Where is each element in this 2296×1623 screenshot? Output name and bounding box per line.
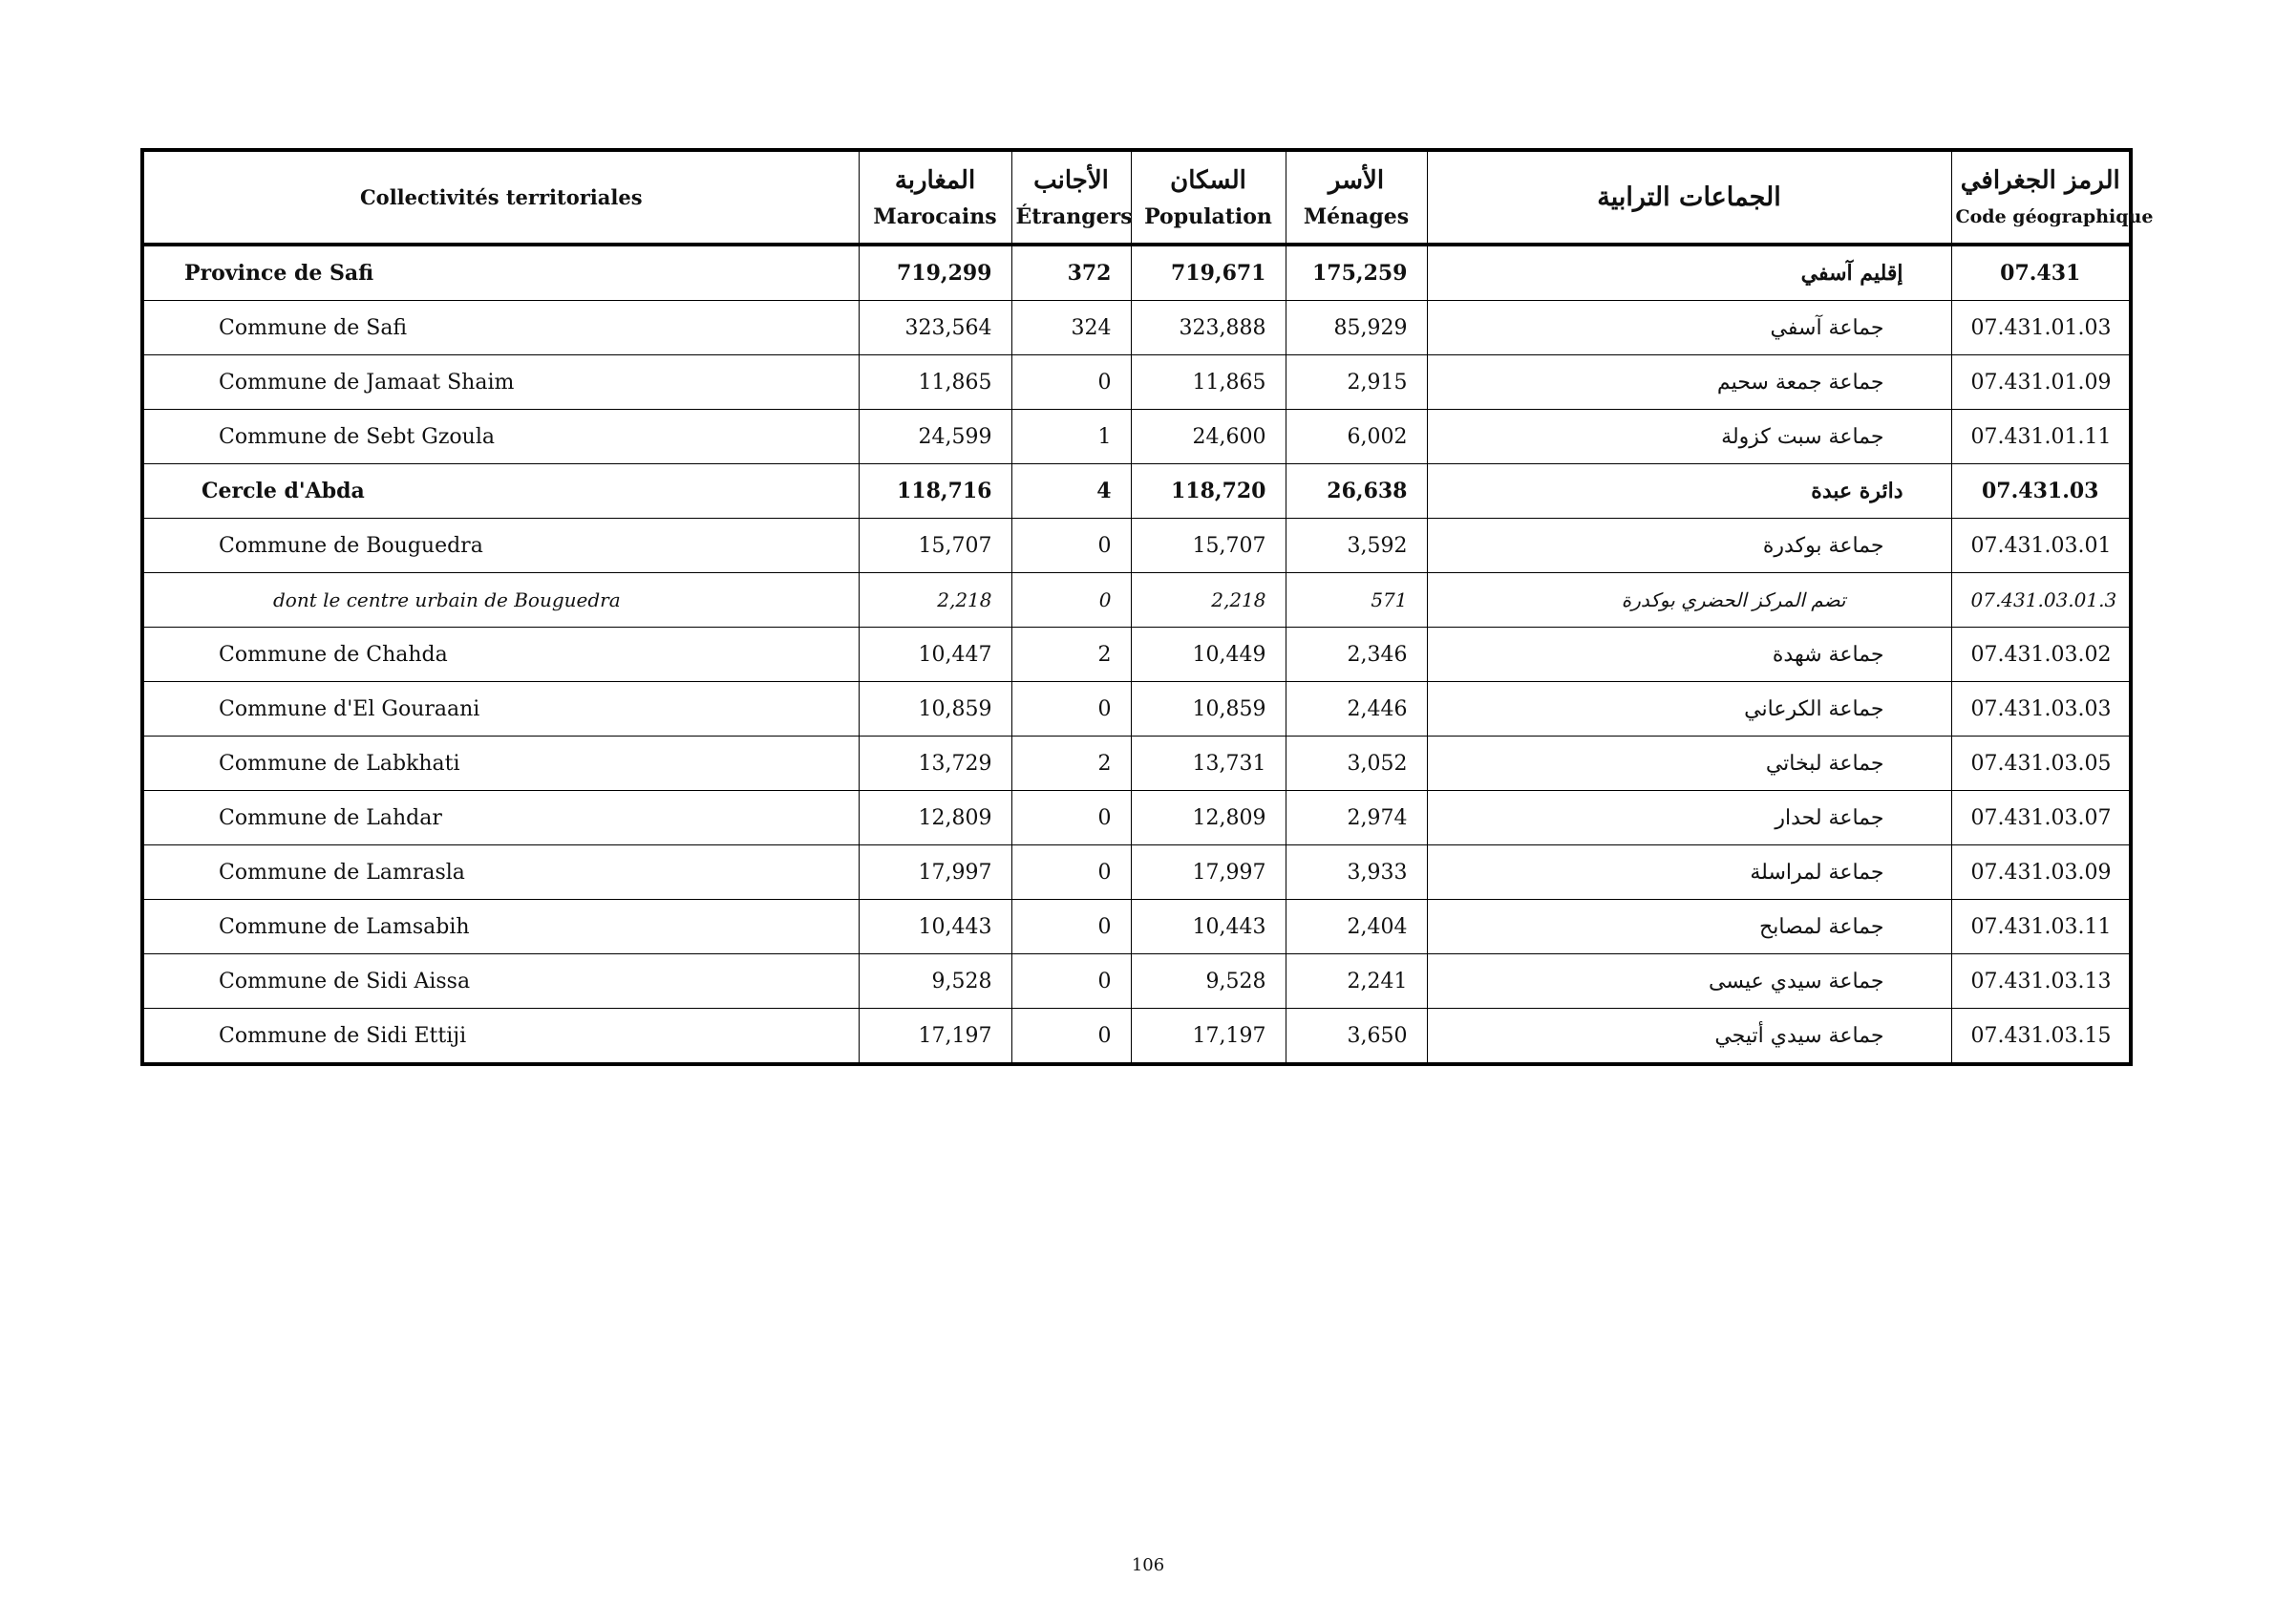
cell-marocains: 10,447 (859, 628, 1011, 682)
cell-name: Commune de Labkhati (142, 737, 859, 791)
cell-marocains: 10,859 (859, 682, 1011, 737)
cell-name-ar: جماعة سبت كزولة (1427, 410, 1951, 464)
table-row (142, 900, 2131, 954)
cell-name-ar: جماعة لبخاتي (1427, 737, 1951, 791)
table-row (142, 954, 2131, 1009)
cell-name: Commune de Bouguedra (142, 519, 859, 573)
cell-etrangers: 0 (1011, 900, 1131, 954)
cell-population: 11,865 (1131, 355, 1286, 410)
cell-etrangers: 0 (1011, 355, 1131, 410)
cell-name: Commune de Lamsabih (142, 900, 859, 954)
table-row (142, 628, 2131, 682)
cell-etrangers: 0 (1011, 954, 1131, 1009)
cell-menages: 2,404 (1286, 900, 1427, 954)
cell-menages: 3,933 (1286, 845, 1427, 900)
cell-code: 07.431.03.01 (1951, 519, 2131, 573)
table-row (142, 519, 2131, 573)
cell-name: Commune de Sidi Ettiji (142, 1009, 859, 1065)
cell-etrangers: 4 (1011, 464, 1131, 519)
cell-menages: 85,929 (1286, 301, 1427, 355)
cell-menages: 3,052 (1286, 737, 1427, 791)
cell-name-ar: جماعة سيدي عيسى (1427, 954, 1951, 1009)
cell-name: Commune d'El Gouraani (142, 682, 859, 737)
table-row (142, 1009, 2131, 1065)
cell-population: 24,600 (1131, 410, 1286, 464)
cell-name-ar: جماعة جمعة سحيم (1427, 355, 1951, 410)
cell-code: 07.431.03.11 (1951, 900, 2131, 954)
cell-marocains: 118,716 (859, 464, 1011, 519)
cell-menages: 2,446 (1286, 682, 1427, 737)
cell-menages: 3,592 (1286, 519, 1427, 573)
census-table (140, 148, 2154, 1066)
cell-marocains: 12,809 (859, 791, 1011, 845)
cell-name: Commune de Chahda (142, 628, 859, 682)
cell-etrangers: 2 (1011, 737, 1131, 791)
cell-marocains: 13,729 (859, 737, 1011, 791)
cell-name-ar: جماعة لمراسلة (1427, 845, 1951, 900)
header-code-fr: Code géographique (1955, 205, 2154, 227)
table-row (142, 355, 2131, 410)
cell-menages: 3,650 (1286, 1009, 1427, 1065)
header-code-ar: الرمز الجغرافي (1960, 165, 2120, 195)
cell-code: 07.431.03.01.3 (1951, 573, 2131, 628)
cell-marocains: 17,197 (859, 1009, 1011, 1065)
header-etrangers (1011, 150, 1131, 245)
cell-menages: 6,002 (1286, 410, 1427, 464)
cell-code: 07.431 (1951, 245, 2131, 301)
cell-code: 07.431.03.15 (1951, 1009, 2131, 1065)
cell-etrangers: 1 (1011, 410, 1131, 464)
cell-population: 10,449 (1131, 628, 1286, 682)
table-body (142, 245, 2131, 1064)
table-row (142, 737, 2131, 791)
cell-population: 323,888 (1131, 301, 1286, 355)
cell-population: 719,671 (1131, 245, 1286, 301)
cell-marocains: 17,997 (859, 845, 1011, 900)
cell-etrangers: 0 (1011, 845, 1131, 900)
table-row (142, 791, 2131, 845)
cell-code: 07.431.03.05 (1951, 737, 2131, 791)
table-header (142, 150, 2154, 245)
cell-marocains: 24,599 (859, 410, 1011, 464)
cell-name: Commune de Jamaat Shaim (142, 355, 859, 410)
cell-menages: 2,974 (1286, 791, 1427, 845)
cell-menages: 2,346 (1286, 628, 1427, 682)
cell-population: 10,859 (1131, 682, 1286, 737)
cell-name-ar: جماعة شهدة (1427, 628, 1951, 682)
cell-name: Province de Safi (142, 245, 859, 301)
cell-marocains: 10,443 (859, 900, 1011, 954)
table-row (142, 464, 2131, 519)
cell-menages: 571 (1286, 573, 1427, 628)
header-collectivites-ar: الجماعات الترابية (1427, 150, 1951, 245)
table-row (142, 682, 2131, 737)
cell-name-ar: إقليم آسفي (1427, 245, 1951, 301)
cell-etrangers: 0 (1011, 791, 1131, 845)
cell-name-ar: جماعة الكرعاني (1427, 682, 1951, 737)
cell-population: 118,720 (1131, 464, 1286, 519)
header-marocains-ar: المغاربة (894, 165, 976, 195)
table-row (142, 301, 2131, 355)
cell-code: 07.431.03.07 (1951, 791, 2131, 845)
page-number: 106 (1131, 1555, 1165, 1575)
cell-etrangers: 372 (1011, 245, 1131, 301)
cell-population: 13,731 (1131, 737, 1286, 791)
cell-marocains: 11,865 (859, 355, 1011, 410)
cell-menages: 2,915 (1286, 355, 1427, 410)
cell-name-ar: دائرة عبدة (1427, 464, 1951, 519)
header-marocains (859, 150, 1011, 245)
cell-population: 10,443 (1131, 900, 1286, 954)
cell-menages: 175,259 (1286, 245, 1427, 301)
cell-name: Commune de Safi (142, 301, 859, 355)
header-marocains-fr: Marocains (873, 203, 997, 229)
cell-code: 07.431.01.03 (1951, 301, 2131, 355)
cell-name: Commune de Sidi Aissa (142, 954, 859, 1009)
cell-name: dont le centre urbain de Bouguedra (142, 573, 859, 628)
cell-name-ar: تضم المركز الحضري بوكدرة (1427, 573, 1951, 628)
cell-code: 07.431.01.09 (1951, 355, 2131, 410)
cell-name-ar: جماعة بوكدرة (1427, 519, 1951, 573)
cell-name: Commune de Sebt Gzoula (142, 410, 859, 464)
cell-population: 15,707 (1131, 519, 1286, 573)
header-population (1131, 150, 1286, 245)
header-population-ar: السكان (1170, 165, 1246, 195)
table-row (142, 245, 2131, 301)
table-row (142, 845, 2131, 900)
cell-population: 12,809 (1131, 791, 1286, 845)
cell-marocains: 323,564 (859, 301, 1011, 355)
cell-menages: 26,638 (1286, 464, 1427, 519)
cell-name-ar: جماعة آسفي (1427, 301, 1951, 355)
cell-marocains: 2,218 (859, 573, 1011, 628)
cell-etrangers: 0 (1011, 682, 1131, 737)
cell-population: 9,528 (1131, 954, 1286, 1009)
cell-name: Cercle d'Abda (142, 464, 859, 519)
cell-marocains: 15,707 (859, 519, 1011, 573)
cell-name: Commune de Lahdar (142, 791, 859, 845)
cell-marocains: 719,299 (859, 245, 1011, 301)
cell-code: 07.431.03.02 (1951, 628, 2131, 682)
cell-etrangers: 324 (1011, 301, 1131, 355)
cell-code: 07.431.03.13 (1951, 954, 2131, 1009)
cell-code: 07.431.01.11 (1951, 410, 2131, 464)
header-menages-fr: Ménages (1303, 203, 1410, 229)
header-etrangers-ar: الأجانب (1033, 165, 1109, 195)
header-menages (1286, 150, 1427, 245)
cell-code: 07.431.03.09 (1951, 845, 2131, 900)
table-row (142, 410, 2131, 464)
cell-name-ar: جماعة لحدار (1427, 791, 1951, 845)
cell-code: 07.431.03.03 (1951, 682, 2131, 737)
cell-name-ar: جماعة سيدي أتيجي (1427, 1009, 1951, 1065)
cell-etrangers: 0 (1011, 573, 1131, 628)
cell-etrangers: 0 (1011, 519, 1131, 573)
cell-name: Commune de Lamrasla (142, 845, 859, 900)
header-population-fr: Population (1144, 203, 1272, 229)
header-menages-ar: الأسر (1328, 165, 1385, 195)
header-code (1951, 150, 2154, 245)
header-collectivites: Collectivités territoriales (142, 150, 859, 245)
cell-name-ar: جماعة لمصابح (1427, 900, 1951, 954)
cell-population: 17,197 (1131, 1009, 1286, 1065)
cell-etrangers: 2 (1011, 628, 1131, 682)
header-etrangers-fr: Étrangers (1015, 203, 1133, 229)
header-row (142, 150, 2131, 245)
cell-population: 17,997 (1131, 845, 1286, 900)
cell-code: 07.431.03 (1951, 464, 2131, 519)
cell-marocains: 9,528 (859, 954, 1011, 1009)
cell-population: 2,218 (1131, 573, 1286, 628)
table-row (142, 573, 2131, 628)
cell-menages: 2,241 (1286, 954, 1427, 1009)
cell-etrangers: 0 (1011, 1009, 1131, 1065)
